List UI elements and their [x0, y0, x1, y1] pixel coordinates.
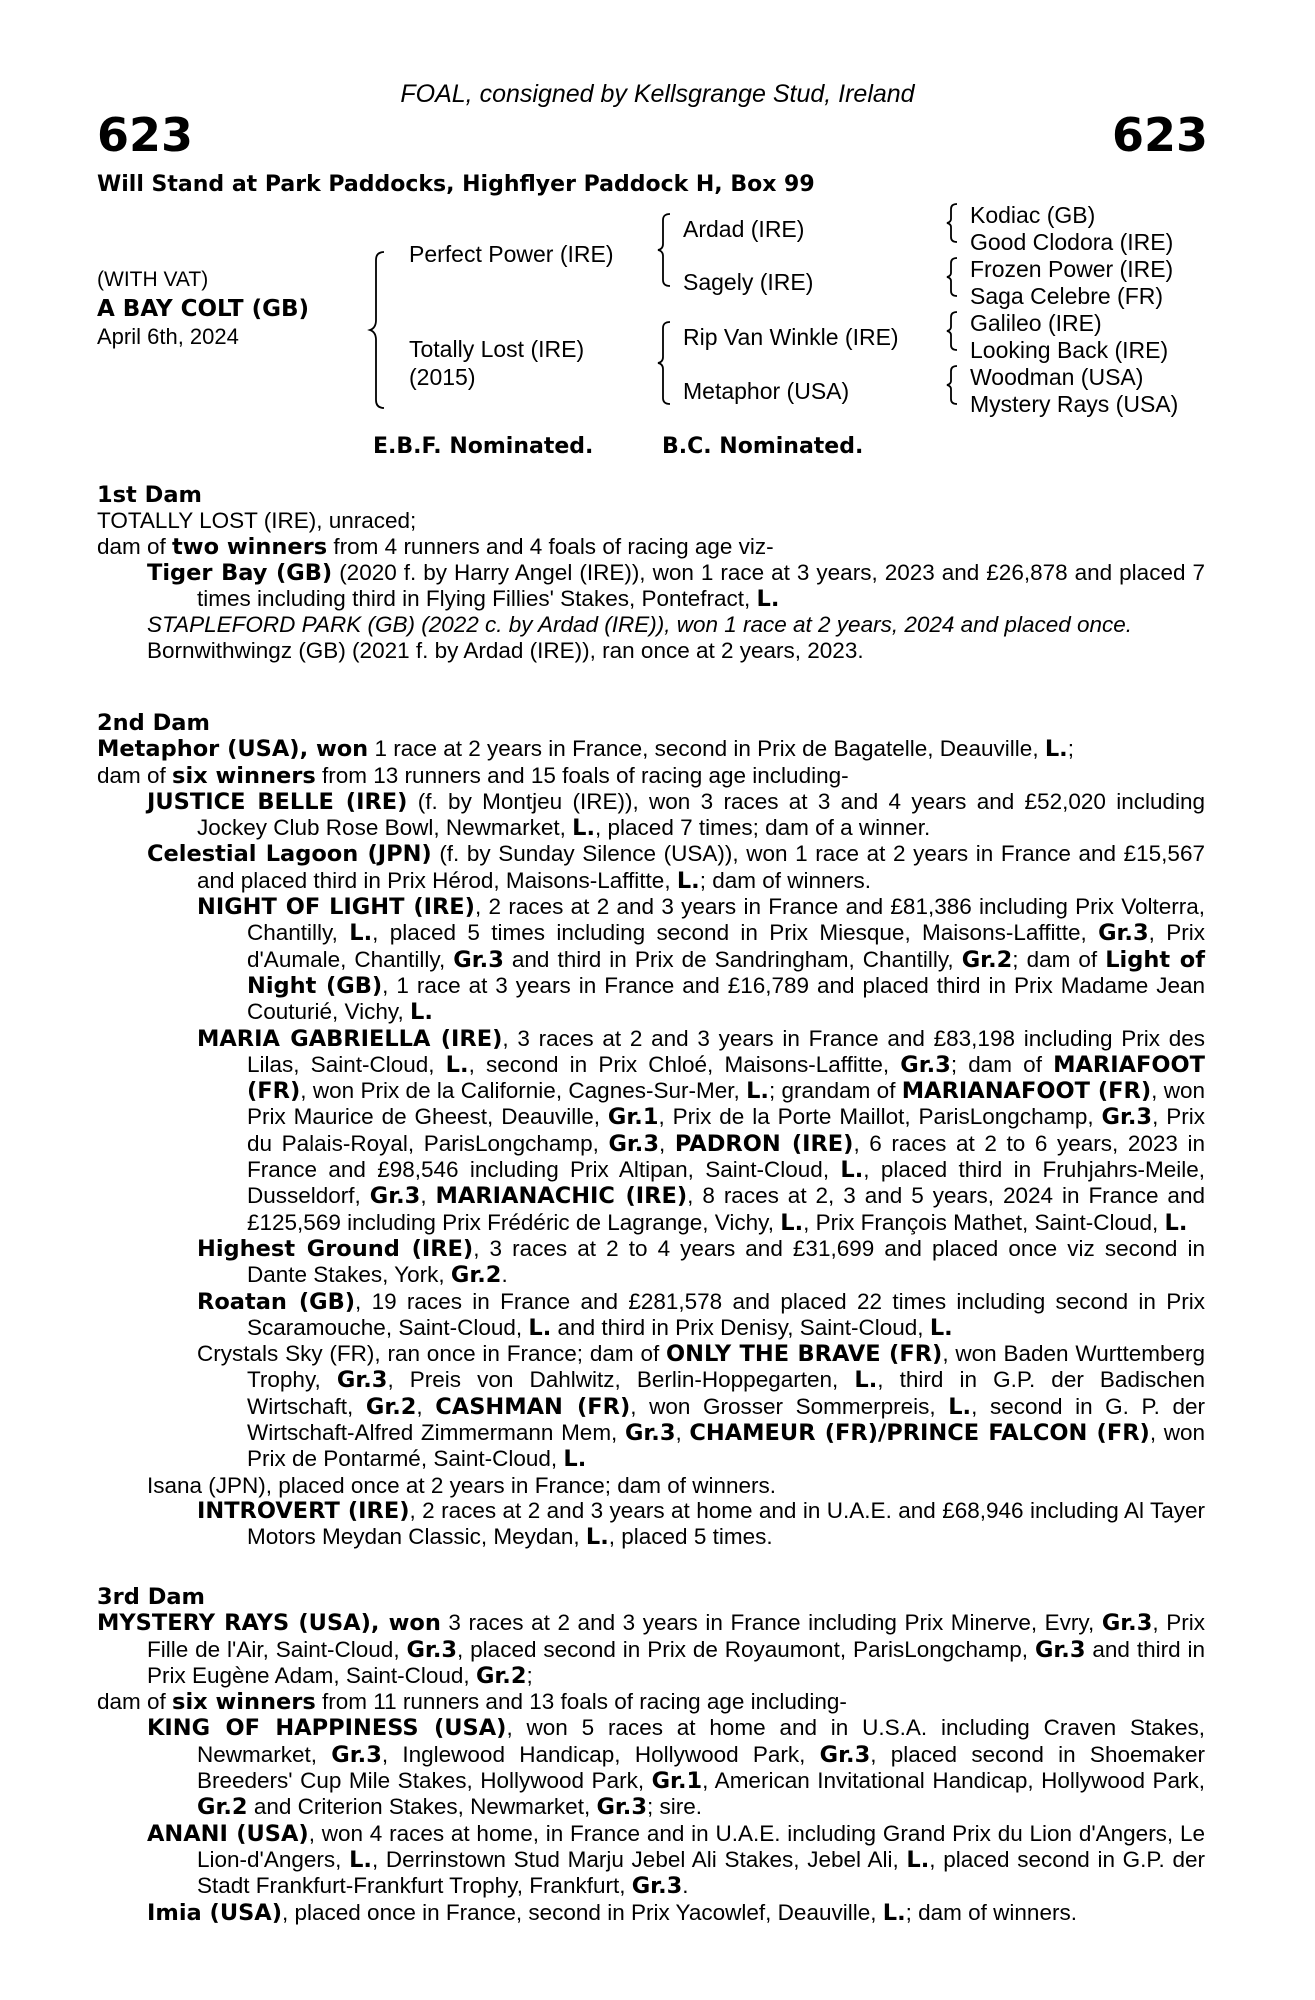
- third-dam-intro: MYSTERY RAYS (USA), won 3 races at 2 and 3 years in France including Prix Minerve, Evry, Gr.3, Prix Fille de l'Air, Saint-Cloud, Gr.3, placed second in Prix de Royaumont, ParisLongchamp, Gr.3 and third in Prix Eugène Adam, Saint-Cloud, Gr.2;: [97, 1610, 1206, 1689]
- produce-imia: Imia (USA), placed once in France, second in Prix Yacowlef, Deauville, L.; dam of winners.: [147, 1899, 1077, 1926]
- produce-anani: ANANI (USA), won 4 races at home, in France and in U.A.E. including Grand Prix du Lion d'Angers, Le Lion-d'Angers, L., Derrinstown Stud Marju Jebel Ali Stakes, Jebel Ali, L., placed second in G.P. der Stadt Frankfurt-Frankfurt Trophy, Frankfurt, Gr.3.: [147, 1820, 1205, 1900]
- third-dam-section: [97, 1585, 1205, 1926]
- pedigree-bracket-g1: [945, 202, 961, 244]
- produce-maria-gabriella: MARIA GABRIELLA (IRE), 3 races at 2 and 3 years in France and £83,198 including Prix des Lilas, Saint-Cloud, L., second in Prix Chloé, Maisons-Laffitte, Gr.3; dam of MARIAFOOT (FR), won Prix de la Californie, Cagnes-Sur-Mer, L.; grandam of MARIANAFOOT (FR), won Prix Maurice de Gheest, Deauville, Gr.1, Prix de la Porte Maillot, ParisLongchamp, Gr.3, Prix du Palais-Royal, ParisLongchamp, Gr.3, PADRON (IRE), 6 races at 2 to 6 years, 2023 in France and £98,546 including Prix Altipan, Saint-Cloud, L., placed third in Fruhjahrs-Meile, Dusseldorf, Gr.3, MARIANACHIC (IRE), 8 races at 2, 3 and 5 years, 2024 in France and £125,569 including Prix Frédéric de Lagrange, Vichy, L., Prix François Mathet, Saint-Cloud, L.: [197, 1025, 1206, 1236]
- produce-introvert: INTROVERT (IRE), 2 races at 2 and 3 years at home and in U.A.E. and £68,946 including Al Tayer Motors Meydan Classic, Meydan, L., placed 5 times.: [197, 1497, 1205, 1551]
- pedigree-bracket-g4: [945, 364, 961, 406]
- pedigree-bracket-sire: [656, 212, 676, 288]
- second-dam-produce: dam of six winners from 13 runners and 15 foals of racing age including-: [97, 762, 849, 789]
- first-dam-section: [97, 483, 1205, 663]
- produce-king-of-happiness: KING OF HAPPINESS (USA), won 5 races at home and in U.S.A. including Craven Stakes, Newmarket, Gr.3, Inglewood Handicap, Hollywood Park, Gr.3, placed second in Shoemaker Breeders' Cup Mile Stakes, Hollywood Park, Gr.1, American Invitational Handicap, Hollywood Park, Gr.2 and Criterion Stakes, Newmarket, Gr.3; sire.: [147, 1715, 1205, 1821]
- produce-tiger-bay: Tiger Bay (GB) (2020 f. by Harry Angel (IRE)), won 1 race at 3 years, 2023 and £26,878 and placed 7 times including third in Flying Fillies' Stakes, Pontefract, L.: [147, 559, 1205, 613]
- pedigree-bracket-g2: [945, 256, 961, 298]
- lot-number-right: 623: [1111, 108, 1208, 162]
- first-dam-produce: dam of two winners from 4 runners and 4 foals of racing age viz-: [97, 533, 774, 560]
- second-dam-section: [97, 711, 1205, 1551]
- grand-3: Frozen Power (IRE): [970, 256, 1174, 282]
- sire-dam: Sagely (IRE): [683, 269, 814, 295]
- produce-stapleford-park: STAPLEFORD PARK (GB) (2022 c. by Ardad (IRE)), won 1 race at 2 years, 2024 and placed once.: [147, 612, 1133, 638]
- ebf-nomination: E.B.F. Nominated.: [373, 434, 594, 459]
- pedigree-bracket-dam: [656, 320, 676, 406]
- grand-4: Saga Celebre (FR): [970, 283, 1164, 309]
- sire-sire: Ardad (IRE): [683, 216, 805, 242]
- foaling-date: April 6th, 2024: [97, 324, 239, 349]
- produce-crystals-sky: Crystals Sky (FR), ran once in France; dam of ONLY THE BRAVE (FR), won Baden Wurttemberg Trophy, Gr.3, Preis von Dahlwitz, Berlin-Hoppegarten, L., third in G.P. der Badischen Wirtschaft, Gr.2, CASHMAN (FR), won Grosser Sommerpreis, L., second in G. P. der Wirtschaft-Alfred Zimmermann Mem, Gr.3, CHAMEUR (FR)/PRINCE FALCON (FR), won Prix de Pontarmé, Saint-Cloud, L.: [197, 1341, 1205, 1473]
- third-dam-heading: 3rd Dam: [97, 1584, 205, 1610]
- consignor-line: FOAL, consigned by Kellsgrange Stud, Ireland: [400, 80, 915, 108]
- grand-6: Looking Back (IRE): [970, 337, 1169, 363]
- produce-justice-belle: JUSTICE BELLE (IRE) (f. by Montjeu (IRE)), won 3 races at 3 and 4 years and £52,020 including Jockey Club Rose Bowl, Newmarket, L., placed 7 times; dam of a winner.: [147, 788, 1206, 842]
- dam-year: (2015): [409, 364, 476, 390]
- produce-roatan: Roatan (GB), 19 races in France and £281,578 and placed 22 times including second in Prix Scaramouche, Saint-Cloud, L. and third in Prix Denisy, Saint-Cloud, L.: [197, 1288, 1205, 1341]
- produce-highest-ground: Highest Ground (IRE), 3 races at 2 to 4 years and £31,699 and placed once viz second in Dante Stakes, York, Gr.2.: [197, 1235, 1205, 1289]
- produce-celestial-lagoon: Celestial Lagoon (JPN) (f. by Sunday Silence (USA)), won 1 race at 2 years in France and £15,567 and placed third in Prix Hérod, Maisons-Laffitte, L.; dam of winners.: [147, 841, 1205, 894]
- first-dam-intro: TOTALLY LOST (IRE), unraced;: [97, 508, 417, 534]
- dam: Totally Lost (IRE): [409, 336, 585, 362]
- vat-label: (WITH VAT): [97, 268, 209, 291]
- second-dam-heading: 2nd Dam: [97, 710, 210, 736]
- grand-7: Woodman (USA): [970, 364, 1144, 390]
- stand-location: Will Stand at Park Paddocks, Highflyer Paddock H, Box 99: [97, 172, 815, 197]
- pedigree-bracket-main: [368, 250, 388, 410]
- second-dam-intro: Metaphor (USA), won 1 race at 2 years in France, second in Prix de Bagatelle, Deauville, L.;: [97, 736, 1074, 763]
- produce-bornwithwingz: Bornwithwingz (GB) (2021 f. by Ardad (IRE)), ran once at 2 years, 2023.: [147, 637, 864, 663]
- horse-name: A BAY COLT (GB): [97, 296, 310, 322]
- dam-dam: Metaphor (USA): [683, 378, 850, 404]
- produce-isana: Isana (JPN), placed once at 2 years in France; dam of winners.: [147, 1472, 777, 1498]
- pedigree-bracket-g3: [945, 310, 961, 352]
- sire: Perfect Power (IRE): [409, 241, 614, 267]
- third-dam-produce: dam of six winners from 11 runners and 13 foals of racing age including-: [97, 1689, 847, 1716]
- grand-5: Galileo (IRE): [970, 310, 1102, 336]
- lot-number-left: 623: [97, 108, 194, 162]
- dam-sire: Rip Van Winkle (IRE): [683, 324, 899, 350]
- bc-nomination: B.C. Nominated.: [662, 434, 864, 459]
- grand-1: Kodiac (GB): [970, 202, 1096, 228]
- grand-2: Good Clodora (IRE): [970, 229, 1174, 255]
- grand-8: Mystery Rays (USA): [970, 391, 1179, 417]
- produce-night-of-light: NIGHT OF LIGHT (IRE), 2 races at 2 and 3 years in France and £81,386 including Prix Volterra, Chantilly, L., placed 5 times including second in Prix Miesque, Maisons-Laffitte, Gr.3, Prix d'Aumale, Chantilly, Gr.3 and third in Prix de Sandringham, Chantilly, Gr.2; dam of Light of Night (GB), 1 race at 3 years in France and £16,789 and placed third in Prix Madame Jean Couturié, Vichy, L.: [197, 894, 1205, 1026]
- first-dam-heading: 1st Dam: [97, 482, 202, 508]
